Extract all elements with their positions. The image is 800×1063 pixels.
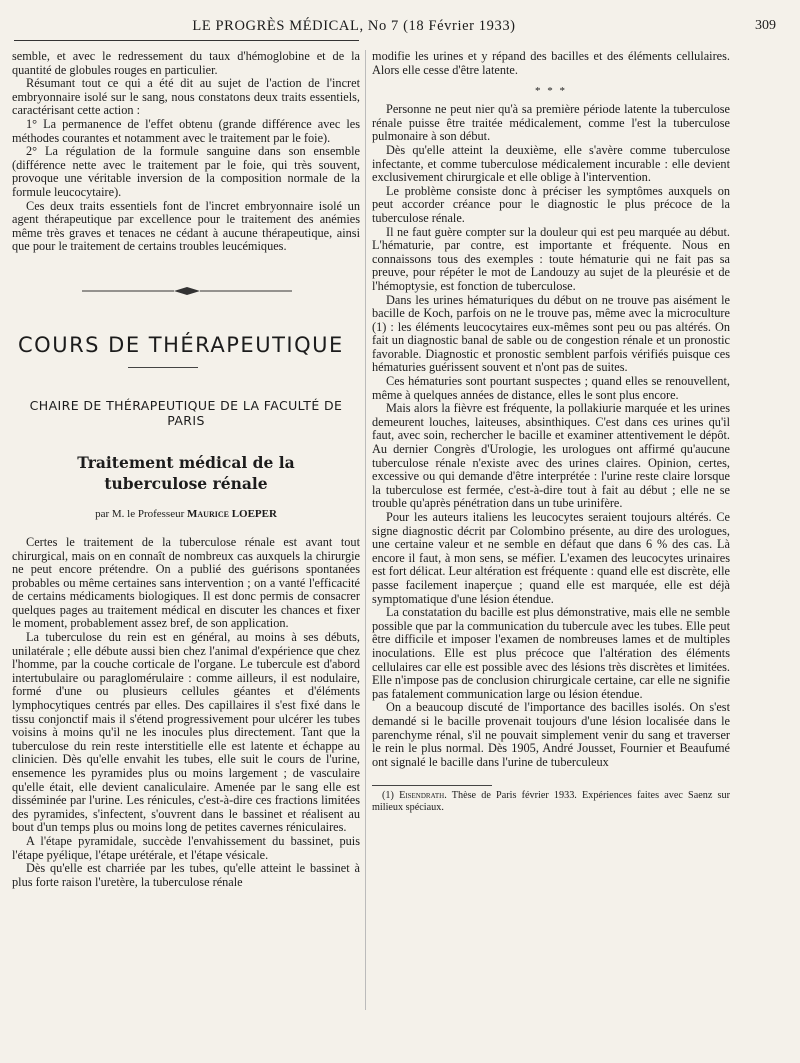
column-divider [365, 50, 366, 1010]
header-rule [14, 40, 359, 41]
article-title [12, 452, 360, 494]
body-paragraph: Personne ne peut nier qu'à sa première période latente la tuberculose rénale puisse être traitée médicalement, comme l'est la tuberculose pulmonaire à son début. [372, 102, 730, 144]
body-paragraph: Dès qu'elle est charriée par les tubes, qu'elle atteint le bassinet à plus forte raison l'uretère, la tuberculose rénale [12, 861, 360, 889]
intro-point-1: 1° La permanence de l'effet obtenu (grande différence avec les méthodes courantes et notamment avec le traitement par le foie). [12, 116, 360, 145]
section-break: * * * [535, 85, 567, 98]
body-paragraph: Dans les urines hématuriques du début on ne trouve pas aisément le bacille de Koch, parfois on ne le trouve pas, même avec la microculture (1) : les éléments leucocytaires eux-mêmes sont peu ou pas altérés. On fait un diagnostic banal de sable ou de congestion rénale et un pronostic favorable. Diagnostic et pronostic semblent parfois vérifiés puisque ces hématuries guérissent souvent et n'ont pas de suites. [372, 292, 730, 375]
footnote [372, 790, 730, 813]
right-column [372, 50, 730, 813]
body-paragraph: Ces hématuries sont pourtant suspectes ; quand elles se renouvellent, même à quelques années de distance, elles le sont plus encore. [372, 374, 730, 402]
ornament-divider [82, 284, 292, 298]
section-title: COURS DE THÉRAPEUTIQUE [18, 332, 344, 357]
running-header [14, 18, 786, 40]
article-title-line-1: Traitement médical de la [77, 452, 295, 472]
body-paragraph-continued: modifie les urines et y répand des bacilles et des éléments cellulaires. Alors elle cesse d'être latente. [372, 49, 730, 77]
footnote-marker: (1) [382, 790, 394, 802]
footnote-text: Thèse de Paris février 1933. Expériences faites avec Saenz sur milieux spéciaux. [372, 790, 731, 813]
intro-paragraph-continued: semble, et avec le redressement du taux d'hémoglobine et de la quantité de globules rouges en particulier. [12, 49, 360, 77]
body-paragraph: A l'étape pyramidale, succède l'envahissement du bassinet, puis l'étape pyélique, l'étape urétérale, et l'étape vésicale. [12, 833, 360, 862]
body-paragraph: Dès qu'elle atteint la deuxième, elle s'avère comme tuberculose infectante, et comme tuberculose médicalement incurable : elle devient exclusivement chirurgicale et elle oblige à l'intervention. [372, 142, 730, 185]
article-title-line-2: tuberculose rénale [104, 473, 268, 493]
left-column [12, 50, 360, 889]
section-rule [128, 367, 198, 368]
footnote-rule [372, 785, 492, 786]
body-paragraph: Il ne faut guère compter sur la douleur qui est peu marquée au début. L'hématurie, par contre, est importante et fréquente. Nous en connaissons tous des exemples : toute hématurie qui ne fait pas sa preuve, pour répéter le mot de Landouzy au sujet de la pleurésie et de l'hémoptysie, est fonction de tuberculose. [372, 224, 730, 293]
chair-heading: CHAIRE DE THÉRAPEUTIQUE DE LA FACULTÉ DE PARIS [29, 397, 343, 428]
body-paragraph: Pour les auteurs italiens les leucocytes seraient toujours altérés. Ce signe diagnostic décrit par Colombino présente, au dire des urologues, une certaine valeur et ne semble en défaut que dans 6 % des cas. Là encore il faut, à mon sens, se méfier. L'examen des leucocytes urinaires est fort délicat. Leur altération est fréquente : quand elle est discrète, elle passe facilement inaperçue ; quand elle est marquée, elle est déjà symptomatique d'une lésion étendue. [372, 510, 730, 606]
intro-point-2: 2° La régulation de la formule sanguine dans son ensemble (différence nette avec le traitement par le foie, qui très souvent, provoque une véritable inversion de la composition normale de la formule leucocytaire). [12, 144, 360, 199]
byline-author: Maurice LOEPER [187, 507, 277, 520]
journal-title: LE PROGRÈS MÉDICAL, No 7 (18 Février 1933) [192, 18, 516, 34]
body-paragraph: Le problème consiste donc à préciser les symptômes auxquels on peut accorder créance pour le diagnostic le plus précoce de la tuberculose rénale. [372, 183, 730, 225]
byline [12, 508, 360, 520]
body-paragraph: La tuberculose du rein est en général, au moins à ses débuts, unilatérale ; elle débute aussi bien chez l'animal d'expérience que chez l'homme, par la couche corticale de l'organe. Le tubercule est d'abord intertubulaire ou paraglomérulaire : comme ailleurs, il est nodulaire, formé d'une ou plusieurs cellules géantes et d'éléments lymphocytiques centrés par elles. Des capillaires il s'est fixé dans le tissu conjonctif mais il s'étend progressivement pour ulcérer les tubes voisins à moins qu'il ne les inocules plus directement. Tant que la tuberculose du rein reste interstitielle elle est latente et échappe au clinicien. Dès qu'elle envahit les tubes, elle suit le cours de l'urine, ensemence les pyramides plus ou moins largement ; de vasculaire qu'elle était, elle devient canaliculaire. Amenée par le sang elle est disséminée par l'urine. Les rénicules, c'est-à-dire ces fractions limitées des pyramides, s'infectent, s'ouvrent dans le bassinet et réalisent au bout d'un temps plus ou moins long de petites cavernes réniculaires. [12, 630, 360, 835]
page-number: 309 [755, 18, 776, 33]
body-paragraph: Mais alors la fièvre est fréquente, la pollakiurie marquée et les urines demeurent louches, laiteuses, absinthiques. C'est dans ces urines qu'il faut, avec soin, rechercher le bacille et examiner attentivement le dépôt. Au dernier Congrès d'Urologie, les urologues ont affirmé qu'aucune tuberculose rénale n'existe avec des urines claires. Opinion, certes, excessive ou qui demande d'être interprétée : l'urine reste claire lorsque la tuberculose est fermée, c'est-à-dire tout à fait au début ; elle ne se trouble qu'après pénétration dans un tube urinifère. [372, 401, 730, 511]
footnote-author: Eisendrath. [399, 790, 447, 802]
byline-prefix: par M. le Professeur [95, 507, 185, 520]
intro-paragraph: Résumant tout ce qui a été dit au sujet de l'action de l'incret embryonnaire isolé sur le sang, nous constatons deux traits essentiels, caractérisant cette action : [12, 76, 360, 118]
body-paragraph: Certes le traitement de la tuberculose rénale est avant tout chirurgical, mais on en connaît de nombreux cas auxquels la chirurgie ne peut encore prétendre. On a publié des guérisons spontanées probables ou même certaines sans intervention ; on a vanté l'efficacité de certains médicaments biologiques. Il est donc permis de consacrer quelques pages au traitement médical en discuter les chances et fixer le moment, probablement assez bref, de son application. [12, 534, 360, 631]
body-paragraph: La constatation du bacille est plus démonstrative, mais elle ne semble possible que par la communication du tubercule avec les tubes. Elle peut être difficile et imposer l'examen de nombreuses lames et de multiples inoculations. Elle est plus précoce que l'altération des éléments cellulaires car elle est possible avec des lésions très discrètes et limitées. Elle n'impose pas de conclusion chirurgicale certaine, car elle ne signifie pas fatalement communication large ou lésion étendue. [372, 605, 730, 701]
body-paragraph: On a beaucoup discuté de l'importance des bacilles isolés. On s'est demandé si le bacille provenait toujours d'une lésion localisée dans le parenchyme rénal, s'il ne pouvait simplement venir du sang et traverser le rein le plus normal. Dès 1905, André Jousset, Fournier et Beaufumé ont signalé le bacille dans l'urine de tuberculeux [372, 700, 730, 769]
intro-conclusion: Ces deux traits essentiels font de l'incret embryonnaire isolé un agent thérapeutique par excellence pour le traitement des anémies même très graves et tenaces ne cédant à aucune thérapeutique, ainsi que pour le traitement de certains troubles leucémiques. [12, 198, 360, 254]
